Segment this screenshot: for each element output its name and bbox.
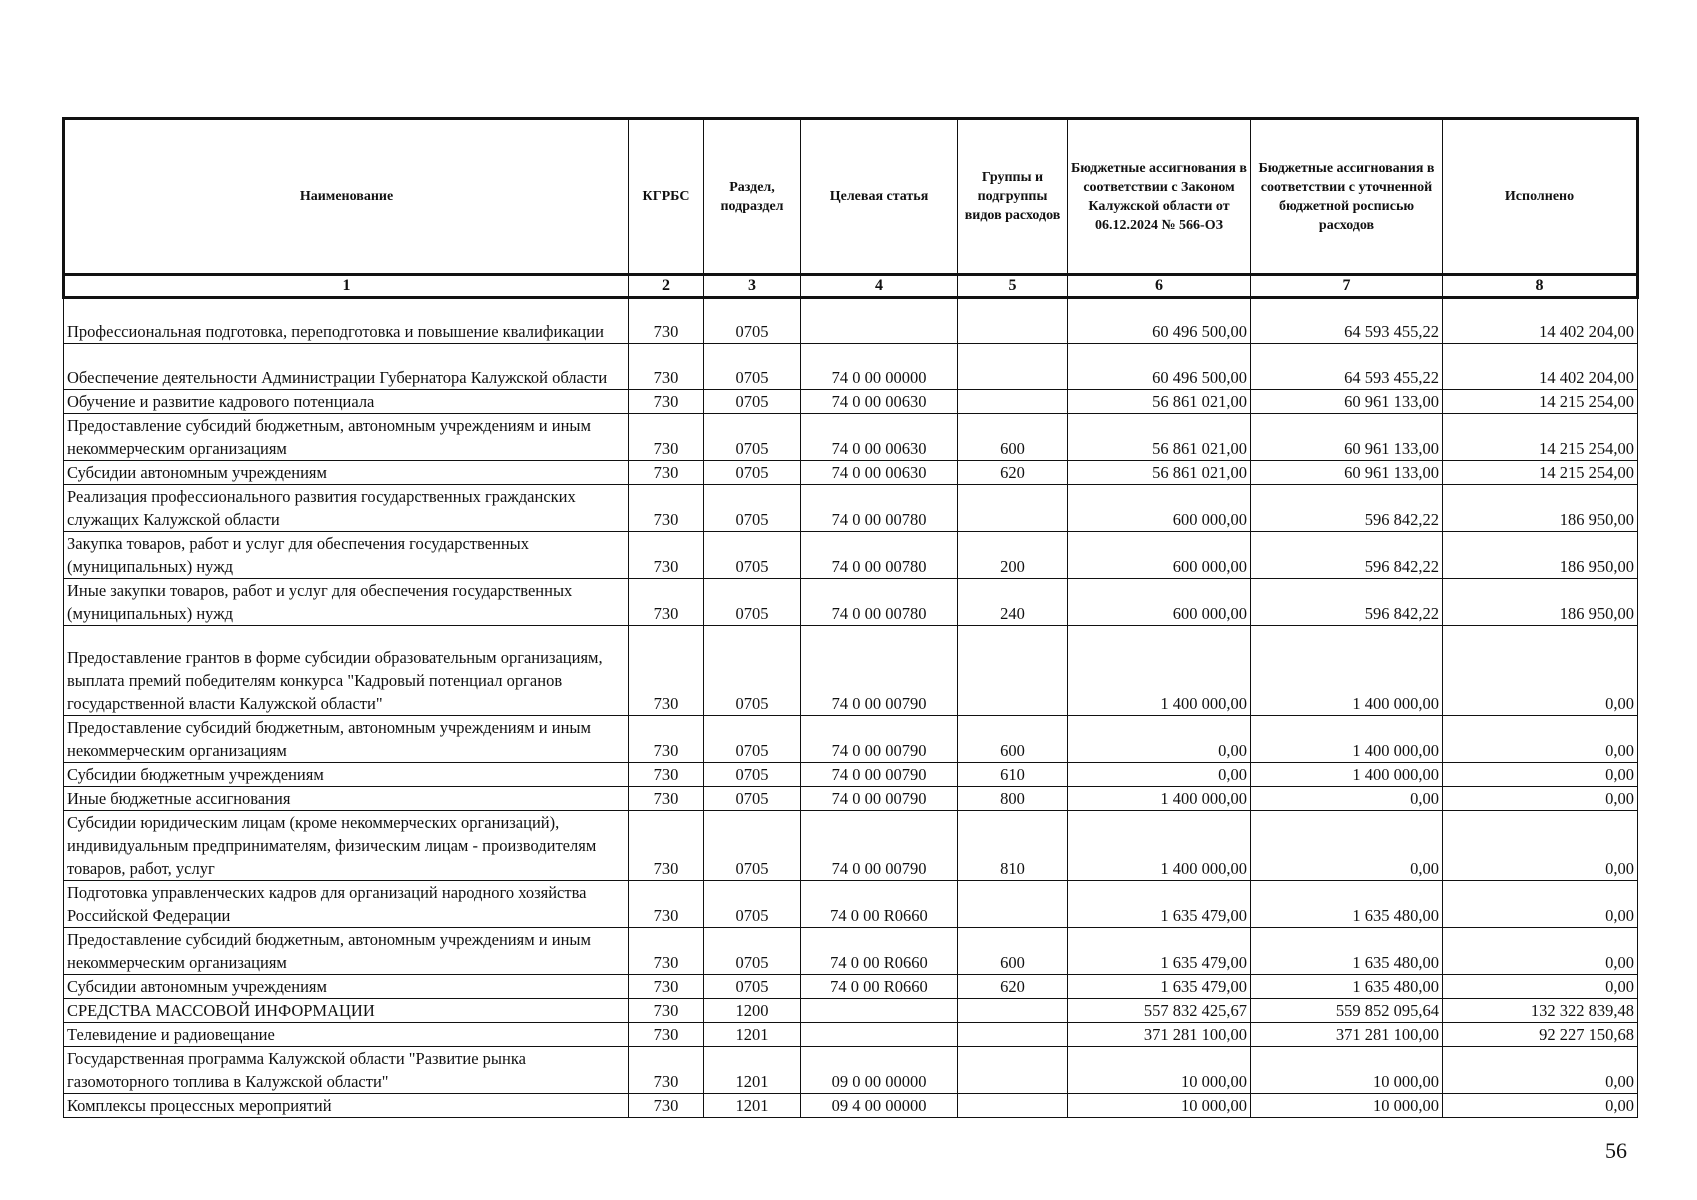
row-law-allocation: 10 000,00 — [1068, 1047, 1251, 1094]
row-expense-group: 600 — [958, 414, 1068, 461]
row-expense-group — [958, 390, 1068, 414]
table-row — [64, 811, 1638, 881]
row-kgrbs: 730 — [629, 390, 704, 414]
row-refined-allocation: 559 852 095,64 — [1251, 999, 1443, 1023]
row-section: 1201 — [704, 1023, 801, 1047]
row-executed: 14 215 254,00 — [1443, 461, 1638, 485]
row-kgrbs: 730 — [629, 811, 704, 881]
row-refined-allocation: 371 281 100,00 — [1251, 1023, 1443, 1047]
row-expense-group: 800 — [958, 787, 1068, 811]
row-law-allocation: 600 000,00 — [1068, 485, 1251, 532]
table-row — [64, 975, 1638, 999]
row-kgrbs: 730 — [629, 1047, 704, 1094]
header-row — [64, 119, 1638, 275]
row-executed: 0,00 — [1443, 811, 1638, 881]
row-law-allocation: 0,00 — [1068, 716, 1251, 763]
column-number: 5 — [958, 275, 1068, 298]
row-name: Субсидии юридическим лицам (кроме некоммерческих организаций), индивидуальным предпринимателям, физическим лицам - производителям товаров, работ, услуг — [64, 811, 629, 881]
row-target-article: 74 0 00 00790 — [801, 716, 958, 763]
row-kgrbs: 730 — [629, 532, 704, 579]
header-refined-allocations: Бюджетные ассигнования в соответствии с уточненной бюджетной росписью расходов — [1251, 119, 1443, 275]
row-executed: 0,00 — [1443, 787, 1638, 811]
row-expense-group: 620 — [958, 975, 1068, 999]
column-number: 7 — [1251, 275, 1443, 298]
table-row — [64, 763, 1638, 787]
row-section: 0705 — [704, 763, 801, 787]
row-executed: 0,00 — [1443, 716, 1638, 763]
row-law-allocation: 56 861 021,00 — [1068, 461, 1251, 485]
row-law-allocation: 1 400 000,00 — [1068, 811, 1251, 881]
header-target-article: Целевая статья — [801, 119, 958, 275]
row-refined-allocation: 1 400 000,00 — [1251, 763, 1443, 787]
row-refined-allocation: 596 842,22 — [1251, 579, 1443, 626]
row-section: 0705 — [704, 344, 801, 390]
table-row — [64, 928, 1638, 975]
row-kgrbs: 730 — [629, 881, 704, 928]
row-kgrbs: 730 — [629, 787, 704, 811]
row-refined-allocation: 10 000,00 — [1251, 1094, 1443, 1118]
table-row — [64, 1023, 1638, 1047]
table-row — [64, 716, 1638, 763]
column-number: 6 — [1068, 275, 1251, 298]
row-executed: 0,00 — [1443, 928, 1638, 975]
row-name: Субсидии автономным учреждениям — [64, 975, 629, 999]
row-expense-group: 620 — [958, 461, 1068, 485]
table-row — [64, 485, 1638, 532]
row-kgrbs: 730 — [629, 999, 704, 1023]
row-refined-allocation: 596 842,22 — [1251, 532, 1443, 579]
row-executed: 186 950,00 — [1443, 579, 1638, 626]
row-section: 0705 — [704, 881, 801, 928]
row-target-article — [801, 999, 958, 1023]
row-executed: 0,00 — [1443, 1047, 1638, 1094]
row-law-allocation: 600 000,00 — [1068, 532, 1251, 579]
row-expense-group — [958, 1023, 1068, 1047]
row-name: Предоставление субсидий бюджетным, автономным учреждениям и иным некоммерческим организациям — [64, 414, 629, 461]
row-executed: 14 402 204,00 — [1443, 344, 1638, 390]
table-row — [64, 461, 1638, 485]
row-refined-allocation: 1 635 480,00 — [1251, 975, 1443, 999]
table-row — [64, 881, 1638, 928]
row-law-allocation: 1 635 479,00 — [1068, 975, 1251, 999]
row-refined-allocation: 1 400 000,00 — [1251, 626, 1443, 716]
row-refined-allocation: 596 842,22 — [1251, 485, 1443, 532]
row-section: 0705 — [704, 414, 801, 461]
row-expense-group — [958, 881, 1068, 928]
column-number: 1 — [64, 275, 629, 298]
row-law-allocation: 0,00 — [1068, 763, 1251, 787]
row-executed: 0,00 — [1443, 881, 1638, 928]
row-executed: 0,00 — [1443, 975, 1638, 999]
row-target-article — [801, 1023, 958, 1047]
table-row — [64, 787, 1638, 811]
table-row — [64, 999, 1638, 1023]
table-row — [64, 298, 1638, 344]
row-section: 0705 — [704, 532, 801, 579]
row-section: 1201 — [704, 1094, 801, 1118]
row-kgrbs: 730 — [629, 579, 704, 626]
row-name: Обеспечение деятельности Администрации Губернатора Калужской области — [64, 344, 629, 390]
table-row — [64, 1047, 1638, 1094]
page-number: 56 — [1605, 1138, 1627, 1163]
header-expense-groups: Группы и подгруппы видов расходов — [958, 119, 1068, 275]
row-section: 0705 — [704, 716, 801, 763]
row-name: Подготовка управленческих кадров для организаций народного хозяйства Российской Федерации — [64, 881, 629, 928]
row-law-allocation: 1 635 479,00 — [1068, 881, 1251, 928]
row-refined-allocation: 60 961 133,00 — [1251, 461, 1443, 485]
row-kgrbs: 730 — [629, 716, 704, 763]
column-number-row — [64, 275, 1638, 298]
column-number: 8 — [1443, 275, 1638, 298]
row-expense-group: 600 — [958, 716, 1068, 763]
table-row — [64, 1094, 1638, 1118]
row-name: СРЕДСТВА МАССОВОЙ ИНФОРМАЦИИ — [64, 999, 629, 1023]
row-section: 0705 — [704, 579, 801, 626]
table-row — [64, 626, 1638, 716]
budget-table — [62, 117, 1639, 1118]
row-section: 0705 — [704, 928, 801, 975]
column-number: 4 — [801, 275, 958, 298]
row-target-article: 74 0 00 00000 — [801, 344, 958, 390]
row-target-article: 74 0 00 00790 — [801, 787, 958, 811]
row-kgrbs: 730 — [629, 1094, 704, 1118]
row-executed: 92 227 150,68 — [1443, 1023, 1638, 1047]
table-row — [64, 532, 1638, 579]
row-target-article: 74 0 00 00790 — [801, 811, 958, 881]
row-kgrbs: 730 — [629, 763, 704, 787]
row-target-article: 74 0 00 00630 — [801, 390, 958, 414]
row-kgrbs: 730 — [629, 485, 704, 532]
row-expense-group — [958, 298, 1068, 344]
row-law-allocation: 56 861 021,00 — [1068, 414, 1251, 461]
row-refined-allocation: 64 593 455,22 — [1251, 344, 1443, 390]
row-section: 1200 — [704, 999, 801, 1023]
header-kgrbs: КГРБС — [629, 119, 704, 275]
row-law-allocation: 1 635 479,00 — [1068, 928, 1251, 975]
row-target-article: 74 0 00 R0660 — [801, 975, 958, 999]
row-refined-allocation: 1 400 000,00 — [1251, 716, 1443, 763]
header-section: Раздел, подраздел — [704, 119, 801, 275]
row-expense-group — [958, 999, 1068, 1023]
row-name: Предоставление субсидий бюджетным, автономным учреждениям и иным некоммерческим организациям — [64, 928, 629, 975]
row-refined-allocation: 1 635 480,00 — [1251, 928, 1443, 975]
header-law-allocations: Бюджетные ассигнования в соответствии с Законом Калужской области от 06.12.2024 № 566-ОЗ — [1068, 119, 1251, 275]
row-law-allocation: 60 496 500,00 — [1068, 298, 1251, 344]
row-target-article: 74 0 00 00780 — [801, 485, 958, 532]
row-kgrbs: 730 — [629, 975, 704, 999]
row-name: Субсидии бюджетным учреждениям — [64, 763, 629, 787]
row-executed: 14 215 254,00 — [1443, 414, 1638, 461]
column-number: 2 — [629, 275, 704, 298]
row-expense-group — [958, 1094, 1068, 1118]
row-kgrbs: 730 — [629, 626, 704, 716]
row-refined-allocation: 64 593 455,22 — [1251, 298, 1443, 344]
row-section: 1201 — [704, 1047, 801, 1094]
table-body — [64, 298, 1638, 1118]
table-row — [64, 390, 1638, 414]
table-row — [64, 579, 1638, 626]
row-law-allocation: 56 861 021,00 — [1068, 390, 1251, 414]
row-section: 0705 — [704, 975, 801, 999]
row-expense-group: 240 — [958, 579, 1068, 626]
row-refined-allocation: 0,00 — [1251, 787, 1443, 811]
row-law-allocation: 371 281 100,00 — [1068, 1023, 1251, 1047]
row-expense-group — [958, 485, 1068, 532]
row-refined-allocation: 10 000,00 — [1251, 1047, 1443, 1094]
row-name: Профессиональная подготовка, переподготовка и повышение квалификации — [64, 298, 629, 344]
row-law-allocation: 1 400 000,00 — [1068, 787, 1251, 811]
row-refined-allocation: 60 961 133,00 — [1251, 414, 1443, 461]
column-number: 3 — [704, 275, 801, 298]
row-executed: 0,00 — [1443, 1094, 1638, 1118]
row-name: Комплексы процессных мероприятий — [64, 1094, 629, 1118]
row-target-article: 74 0 00 00790 — [801, 763, 958, 787]
row-expense-group: 810 — [958, 811, 1068, 881]
row-name: Предоставление грантов в форме субсидии образовательным организациям, выплата премий победителям конкурса "Кадровый потенциал органов государственной власти Калужской области" — [64, 626, 629, 716]
row-law-allocation: 10 000,00 — [1068, 1094, 1251, 1118]
row-section: 0705 — [704, 298, 801, 344]
row-name: Реализация профессионального развития государственных гражданских служащих Калужской области — [64, 485, 629, 532]
row-kgrbs: 730 — [629, 414, 704, 461]
row-target-article: 09 4 00 00000 — [801, 1094, 958, 1118]
row-executed: 132 322 839,48 — [1443, 999, 1638, 1023]
row-refined-allocation: 60 961 133,00 — [1251, 390, 1443, 414]
row-law-allocation: 60 496 500,00 — [1068, 344, 1251, 390]
row-section: 0705 — [704, 390, 801, 414]
row-expense-group: 610 — [958, 763, 1068, 787]
row-name: Обучение и развитие кадрового потенциала — [64, 390, 629, 414]
row-executed: 186 950,00 — [1443, 532, 1638, 579]
table-row — [64, 344, 1638, 390]
row-kgrbs: 730 — [629, 344, 704, 390]
header-executed: Исполнено — [1443, 119, 1638, 275]
row-kgrbs: 730 — [629, 928, 704, 975]
row-name: Иные закупки товаров, работ и услуг для обеспечения государственных (муниципальных) нужд — [64, 579, 629, 626]
row-section: 0705 — [704, 485, 801, 532]
row-expense-group: 200 — [958, 532, 1068, 579]
row-executed: 14 215 254,00 — [1443, 390, 1638, 414]
row-target-article: 74 0 00 00630 — [801, 461, 958, 485]
row-refined-allocation: 0,00 — [1251, 811, 1443, 881]
row-target-article: 74 0 00 R0660 — [801, 881, 958, 928]
row-target-article: 74 0 00 00790 — [801, 626, 958, 716]
row-name: Телевидение и радиовещание — [64, 1023, 629, 1047]
row-executed: 186 950,00 — [1443, 485, 1638, 532]
row-section: 0705 — [704, 811, 801, 881]
row-name: Субсидии автономным учреждениям — [64, 461, 629, 485]
row-expense-group: 600 — [958, 928, 1068, 975]
row-section: 0705 — [704, 461, 801, 485]
row-name: Иные бюджетные ассигнования — [64, 787, 629, 811]
row-law-allocation: 1 400 000,00 — [1068, 626, 1251, 716]
row-expense-group — [958, 344, 1068, 390]
row-executed: 0,00 — [1443, 626, 1638, 716]
row-kgrbs: 730 — [629, 461, 704, 485]
row-executed: 14 402 204,00 — [1443, 298, 1638, 344]
row-target-article: 74 0 00 R0660 — [801, 928, 958, 975]
row-law-allocation: 557 832 425,67 — [1068, 999, 1251, 1023]
row-target-article: 74 0 00 00630 — [801, 414, 958, 461]
row-expense-group — [958, 626, 1068, 716]
row-target-article: 09 0 00 00000 — [801, 1047, 958, 1094]
row-refined-allocation: 1 635 480,00 — [1251, 881, 1443, 928]
row-kgrbs: 730 — [629, 1023, 704, 1047]
row-section: 0705 — [704, 626, 801, 716]
row-name: Государственная программа Калужской области "Развитие рынка газомоторного топлива в Калужской области" — [64, 1047, 629, 1094]
row-target-article: 74 0 00 00780 — [801, 579, 958, 626]
header-name: Наименование — [64, 119, 629, 275]
row-expense-group — [958, 1047, 1068, 1094]
row-kgrbs: 730 — [629, 298, 704, 344]
table-row — [64, 414, 1638, 461]
row-law-allocation: 600 000,00 — [1068, 579, 1251, 626]
row-section: 0705 — [704, 787, 801, 811]
row-name: Закупка товаров, работ и услуг для обеспечения государственных (муниципальных) нужд — [64, 532, 629, 579]
row-target-article: 74 0 00 00780 — [801, 532, 958, 579]
row-target-article — [801, 298, 958, 344]
row-name: Предоставление субсидий бюджетным, автономным учреждениям и иным некоммерческим организациям — [64, 716, 629, 763]
row-executed: 0,00 — [1443, 763, 1638, 787]
